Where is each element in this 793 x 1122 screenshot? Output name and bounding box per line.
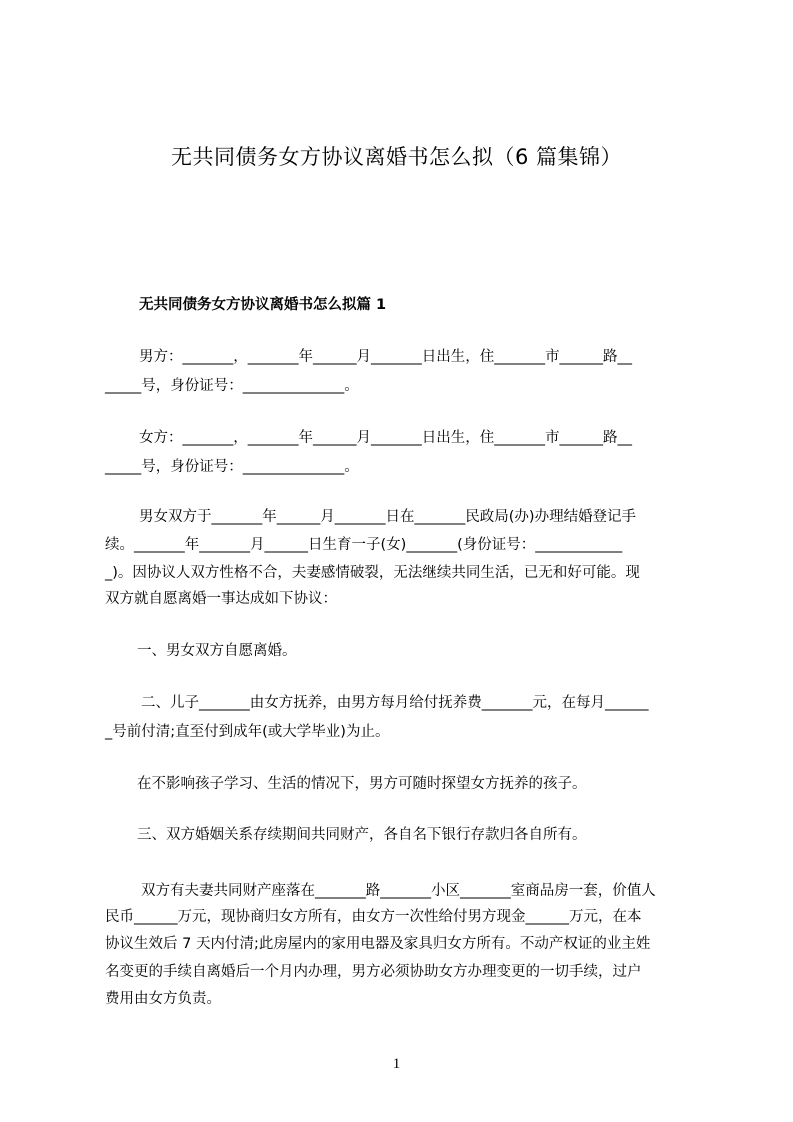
- clause-1: 一、男女双方自愿离婚。: [137, 643, 297, 659]
- wife-line-2: _____号，身份证号：______________。: [105, 459, 359, 475]
- marriage-paragraph-line-3: _)。因协议人双方性格不合，夫妻感情破裂，无法继续共同生活，已无和好可能。现: [105, 565, 640, 581]
- property-paragraph-line-2: 民币______万元，现协商归女方所有，由女方一次性给付男方现金______万元，在本: [105, 909, 642, 925]
- clause-3: 三、双方婚姻关系存续期间共同财产，各自名下银行存款归各自所有。: [137, 827, 587, 843]
- husband-line-1: 男方：_______，_______年______月_______日出生，住_______市______路__: [139, 349, 632, 365]
- property-paragraph-line-5: 费用由女方负责。: [105, 991, 221, 1007]
- wife-line-1: 女方：_______，_______年______月_______日出生，住_______市______路__: [139, 430, 632, 446]
- marriage-paragraph-line-4: 双方就自愿离婚一事达成如下协议：: [105, 591, 337, 607]
- marriage-paragraph-line-2: 续。_______年_______月______日生育一子(女)_______(身份证号：____________: [105, 537, 623, 553]
- property-paragraph-line-4: 名变更的手续自离婚后一个月内办理，男方必须协助女方办理变更的一切手续，过户: [105, 964, 642, 980]
- property-paragraph-line-1: 双方有夫妻共同财产座落在_______路_______小区_______室商品房一套，价值人: [141, 883, 656, 899]
- clause-2-line-1: 二、儿子_______由女方抚养，由男方每月给付抚养费_______元，在每月______: [141, 695, 649, 711]
- page-number: 1: [392, 1056, 401, 1072]
- section-heading: 无共同债务女方协议离婚书怎么拟篇 1: [139, 297, 387, 313]
- property-paragraph-line-3: 协议生效后 7 天内付清;此房屋内的家用电器及家具归女方所有。不动产权证的业主姓: [105, 936, 651, 952]
- clause-2-line-2: _号前付清;直至付到成年(或大学毕业)为止。: [105, 724, 390, 740]
- visitation-paragraph: 在不影响孩子学习、生活的情况下，男方可随时探望女方抚养的孩子。: [137, 776, 587, 792]
- document-title: 无共同债务女方协议离婚书怎么拟（6 篇集锦）: [170, 145, 623, 169]
- husband-line-2: _____号，身份证号：______________。: [105, 378, 359, 394]
- marriage-paragraph-line-1: 男女双方于_______年______月_______日在_______民政局(办)办理结婚登记手: [139, 509, 637, 525]
